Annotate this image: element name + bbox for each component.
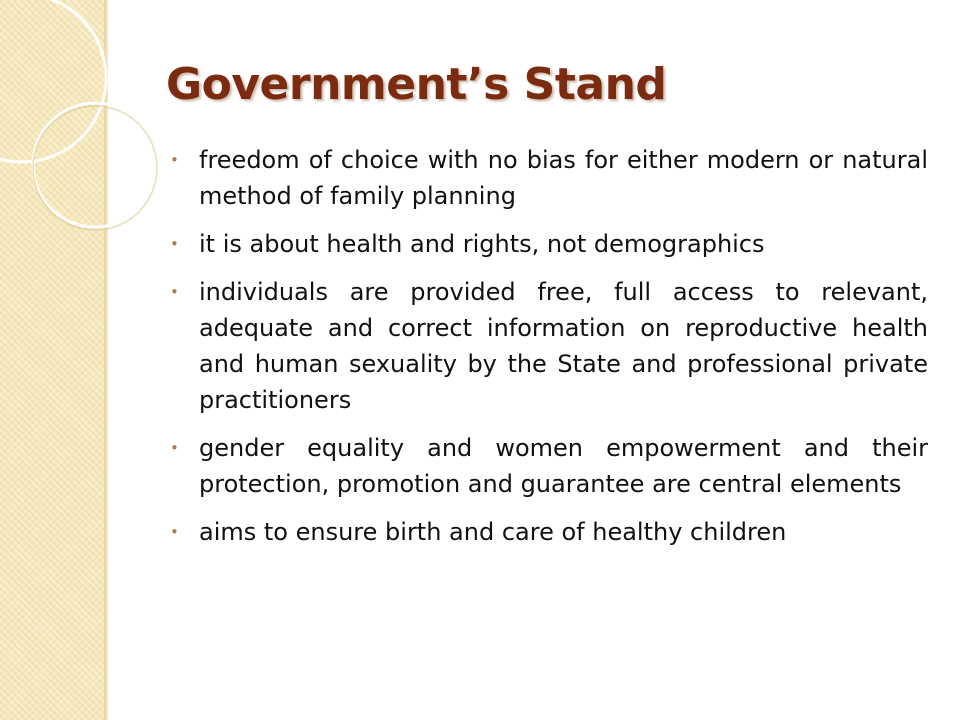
bullet-dot-icon: • [170, 439, 179, 457]
list-item [168, 226, 928, 262]
bullet-text: individuals are provided free, full access to relevant, adequate and correct information on reproductive health and human sexuality by the State and professional private practitioners [199, 278, 928, 414]
bullet-list [168, 142, 928, 562]
ring-upper [0, 0, 106, 162]
bullet-dot-icon: • [170, 151, 179, 169]
ring-decoration-icon [0, 0, 180, 260]
bullet-text: it is about health and rights, not demographics [199, 230, 765, 258]
bullet-dot-icon: • [170, 283, 179, 301]
bullet-text: freedom of choice with no bias for either modern or natural method of family planning [199, 146, 928, 210]
bullet-text: gender equality and women empowerment and their protection, promotion and guarantee are central elements [199, 434, 928, 498]
bullet-dot-icon: • [170, 523, 179, 541]
list-item [168, 430, 928, 502]
bullet-text: aims to ensure birth and care of healthy children [199, 518, 787, 546]
ring-lower-shadow [33, 106, 157, 230]
list-item [168, 142, 928, 214]
slide-title: Government’s Stand [166, 59, 667, 110]
bullet-dot-icon: • [170, 235, 179, 253]
list-item [168, 514, 928, 550]
list-item [168, 274, 928, 418]
